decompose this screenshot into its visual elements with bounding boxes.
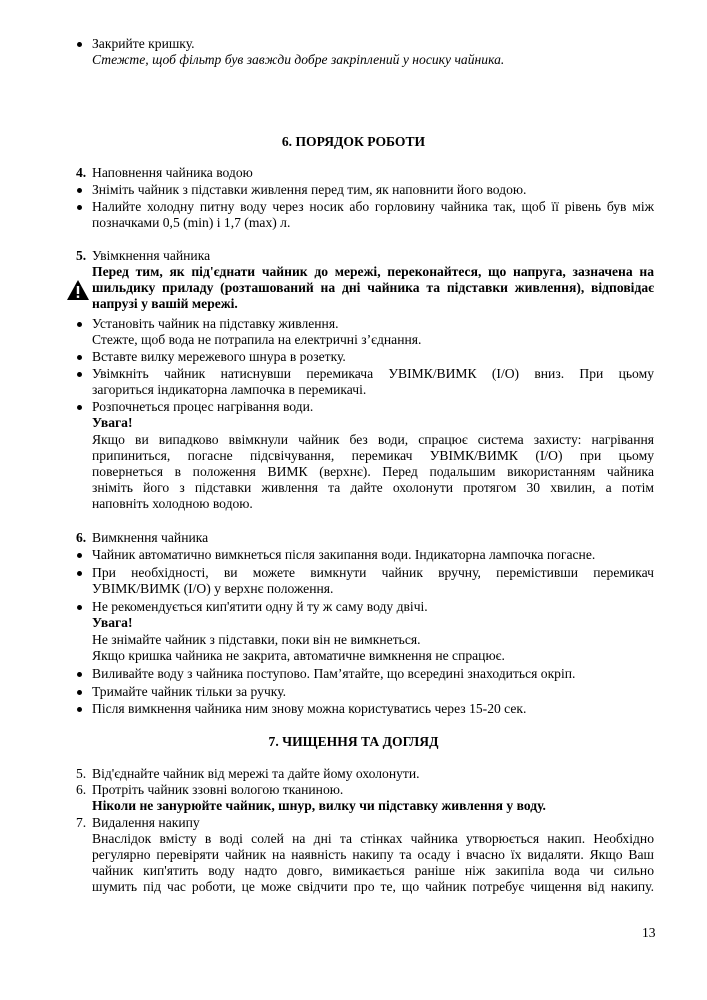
warning-line-2: шильдику приладу (розташований на дні чайника та підставки живлення), відповідає <box>92 280 654 295</box>
bullet <box>77 553 82 558</box>
attention-line-5: наповніть холодною водою. <box>92 496 253 511</box>
off-attention-line-2: Якщо кришка чайника не закрита, автоматичне вимкнення не спрацює. <box>92 648 505 663</box>
attention-label: Увага! <box>92 615 133 630</box>
descaling-line-2: регулярно перевіряти чайник на наявність накипу та осаду і вчасно їх видаляти. Якщо Ваш <box>92 847 654 862</box>
bullet <box>77 707 82 712</box>
bullet <box>77 690 82 695</box>
on-bullet-1: Установіть чайник на підставку живлення. <box>92 316 339 331</box>
on-bullet-1-line-2: Стежте, щоб вода не потрапила на електричні з’єднання. <box>92 332 422 347</box>
clean-item-6: Протріть чайник ззовні вологою тканиною. <box>92 782 344 797</box>
page-number: 13 <box>642 925 656 940</box>
filter-note: Стежте, щоб фільтр був завжди добре закріплений у носику чайника. <box>92 52 505 67</box>
fill-bullet-2-line-1: Налийте холодну питну воду через носик або горловину чайника так, щоб її рівень був між <box>92 199 654 214</box>
attention-line-2: припиниться, погасне підсвічування, перемикач УВІМК/ВИМК (І/О) при цьому <box>92 448 654 463</box>
on-bullet-3-line-1: Увімкніть чайник натиснувши перемикача УВІМК/ВИМК (І/О) вниз. При цьому <box>92 366 654 381</box>
attention-line-1: Якщо ви випадково ввімкнули чайник без води, спрацює система захисту: нагрівання <box>92 432 654 447</box>
bullet <box>77 205 82 210</box>
off-bullet-1: Чайник автоматично вимкнеться після закипання води. Індикаторна лампочка погасне. <box>92 547 596 562</box>
off-bullet-2-line-2: УВІМК/ВИМК (І/О) у верхнє положення. <box>92 581 334 596</box>
fill-bullet-1: Зніміть чайник з підставки живлення перед тим, як наповнити його водою. <box>92 182 527 197</box>
clean-item-7: Видалення накипу <box>92 815 200 830</box>
bullet <box>77 188 82 193</box>
clean-item-6-warning: Ніколи не занурюйте чайник, шнур, вилку чи підставку живлення у воду. <box>92 798 546 813</box>
descaling-line-1: Внаслідок вмісту в воді солей на дні та стінках чайника утворюється накип. Необхідно <box>92 831 654 846</box>
item-number: 7. <box>76 815 87 830</box>
item-number: 5. <box>76 248 87 263</box>
bullet <box>77 571 82 576</box>
bullet <box>77 355 82 360</box>
warning-line-1: Перед тим, як під'єднати чайник до мережі, переконайтеся, що напруга, зазначена на <box>92 264 654 279</box>
item-number: 6. <box>76 782 87 797</box>
section-7-heading: 7. ЧИЩЕННЯ ТА ДОГЛЯД <box>268 734 439 749</box>
fill-title: Наповнення чайника водою <box>92 165 253 180</box>
off-bullet-4: Виливайте воду з чайника поступово. Пам’ятайте, що всередині знаходиться окріп. <box>92 666 576 681</box>
on-title: Увімкнення чайника <box>92 248 211 263</box>
bullet <box>77 672 82 677</box>
warning-line-3: напрузі у вашій мережі. <box>92 296 238 311</box>
bullet <box>77 605 82 610</box>
fill-bullet-2-line-2: позначками 0,5 (min) і 1,7 (max) л. <box>92 215 291 230</box>
bullet <box>77 42 82 47</box>
bullet <box>77 372 82 377</box>
on-bullet-2: Вставте вилку мережевого шнура в розетку. <box>92 349 346 364</box>
off-bullet-2-line-1: При необхідності, ви можете вимкнути чайник вручну, перемістивши перемикач <box>92 565 654 580</box>
off-bullet-3: Не рекомендується кип'ятити одну й ту ж саму воду двічі. <box>92 599 428 614</box>
close-lid-text: Закрийте кришку. <box>92 36 195 51</box>
on-bullet-4: Розпочнеться процес нагрівання води. <box>92 399 314 414</box>
bullet <box>77 322 82 327</box>
item-number: 6. <box>76 530 87 545</box>
clean-item-5: Від'єднайте чайник від мережі та дайте йому охолонути. <box>92 766 420 781</box>
off-attention-line-1: Не знімайте чайник з підставки, поки він не вимкнеться. <box>92 632 421 647</box>
attention-line-3: повернеться в положення ВИМК (верхнє). Перед подальшим використанням чайника <box>92 464 654 479</box>
off-bullet-6: Після вимкнення чайника ним знову можна користуватись через 15-20 сек. <box>92 701 527 716</box>
descaling-line-4: шумить під час роботи, це може свідчити про те, що чайник потребує чищення від накипу. <box>92 879 654 894</box>
attention-label: Увага! <box>92 415 133 430</box>
item-number: 5. <box>76 766 87 781</box>
off-title: Вимкнення чайника <box>92 530 209 545</box>
attention-line-4: зніміть його з підставки живлення та дайте охолонути протягом 30 хвилин, а потім <box>92 480 654 495</box>
bullet <box>77 405 82 410</box>
on-bullet-3-line-2: загориться індикаторна лампочка в перемикачі. <box>92 382 367 397</box>
section-6-heading: 6. ПОРЯДОК РОБОТИ <box>281 134 426 149</box>
item-number: 4. <box>76 165 87 180</box>
warning-icon <box>66 279 90 301</box>
off-bullet-5: Тримайте чайник тільки за ручку. <box>92 684 287 699</box>
descaling-line-3: чайник кип'ятить воду надто довго, вимикається раніше ніж закипіла вода чи сильно <box>92 863 654 878</box>
